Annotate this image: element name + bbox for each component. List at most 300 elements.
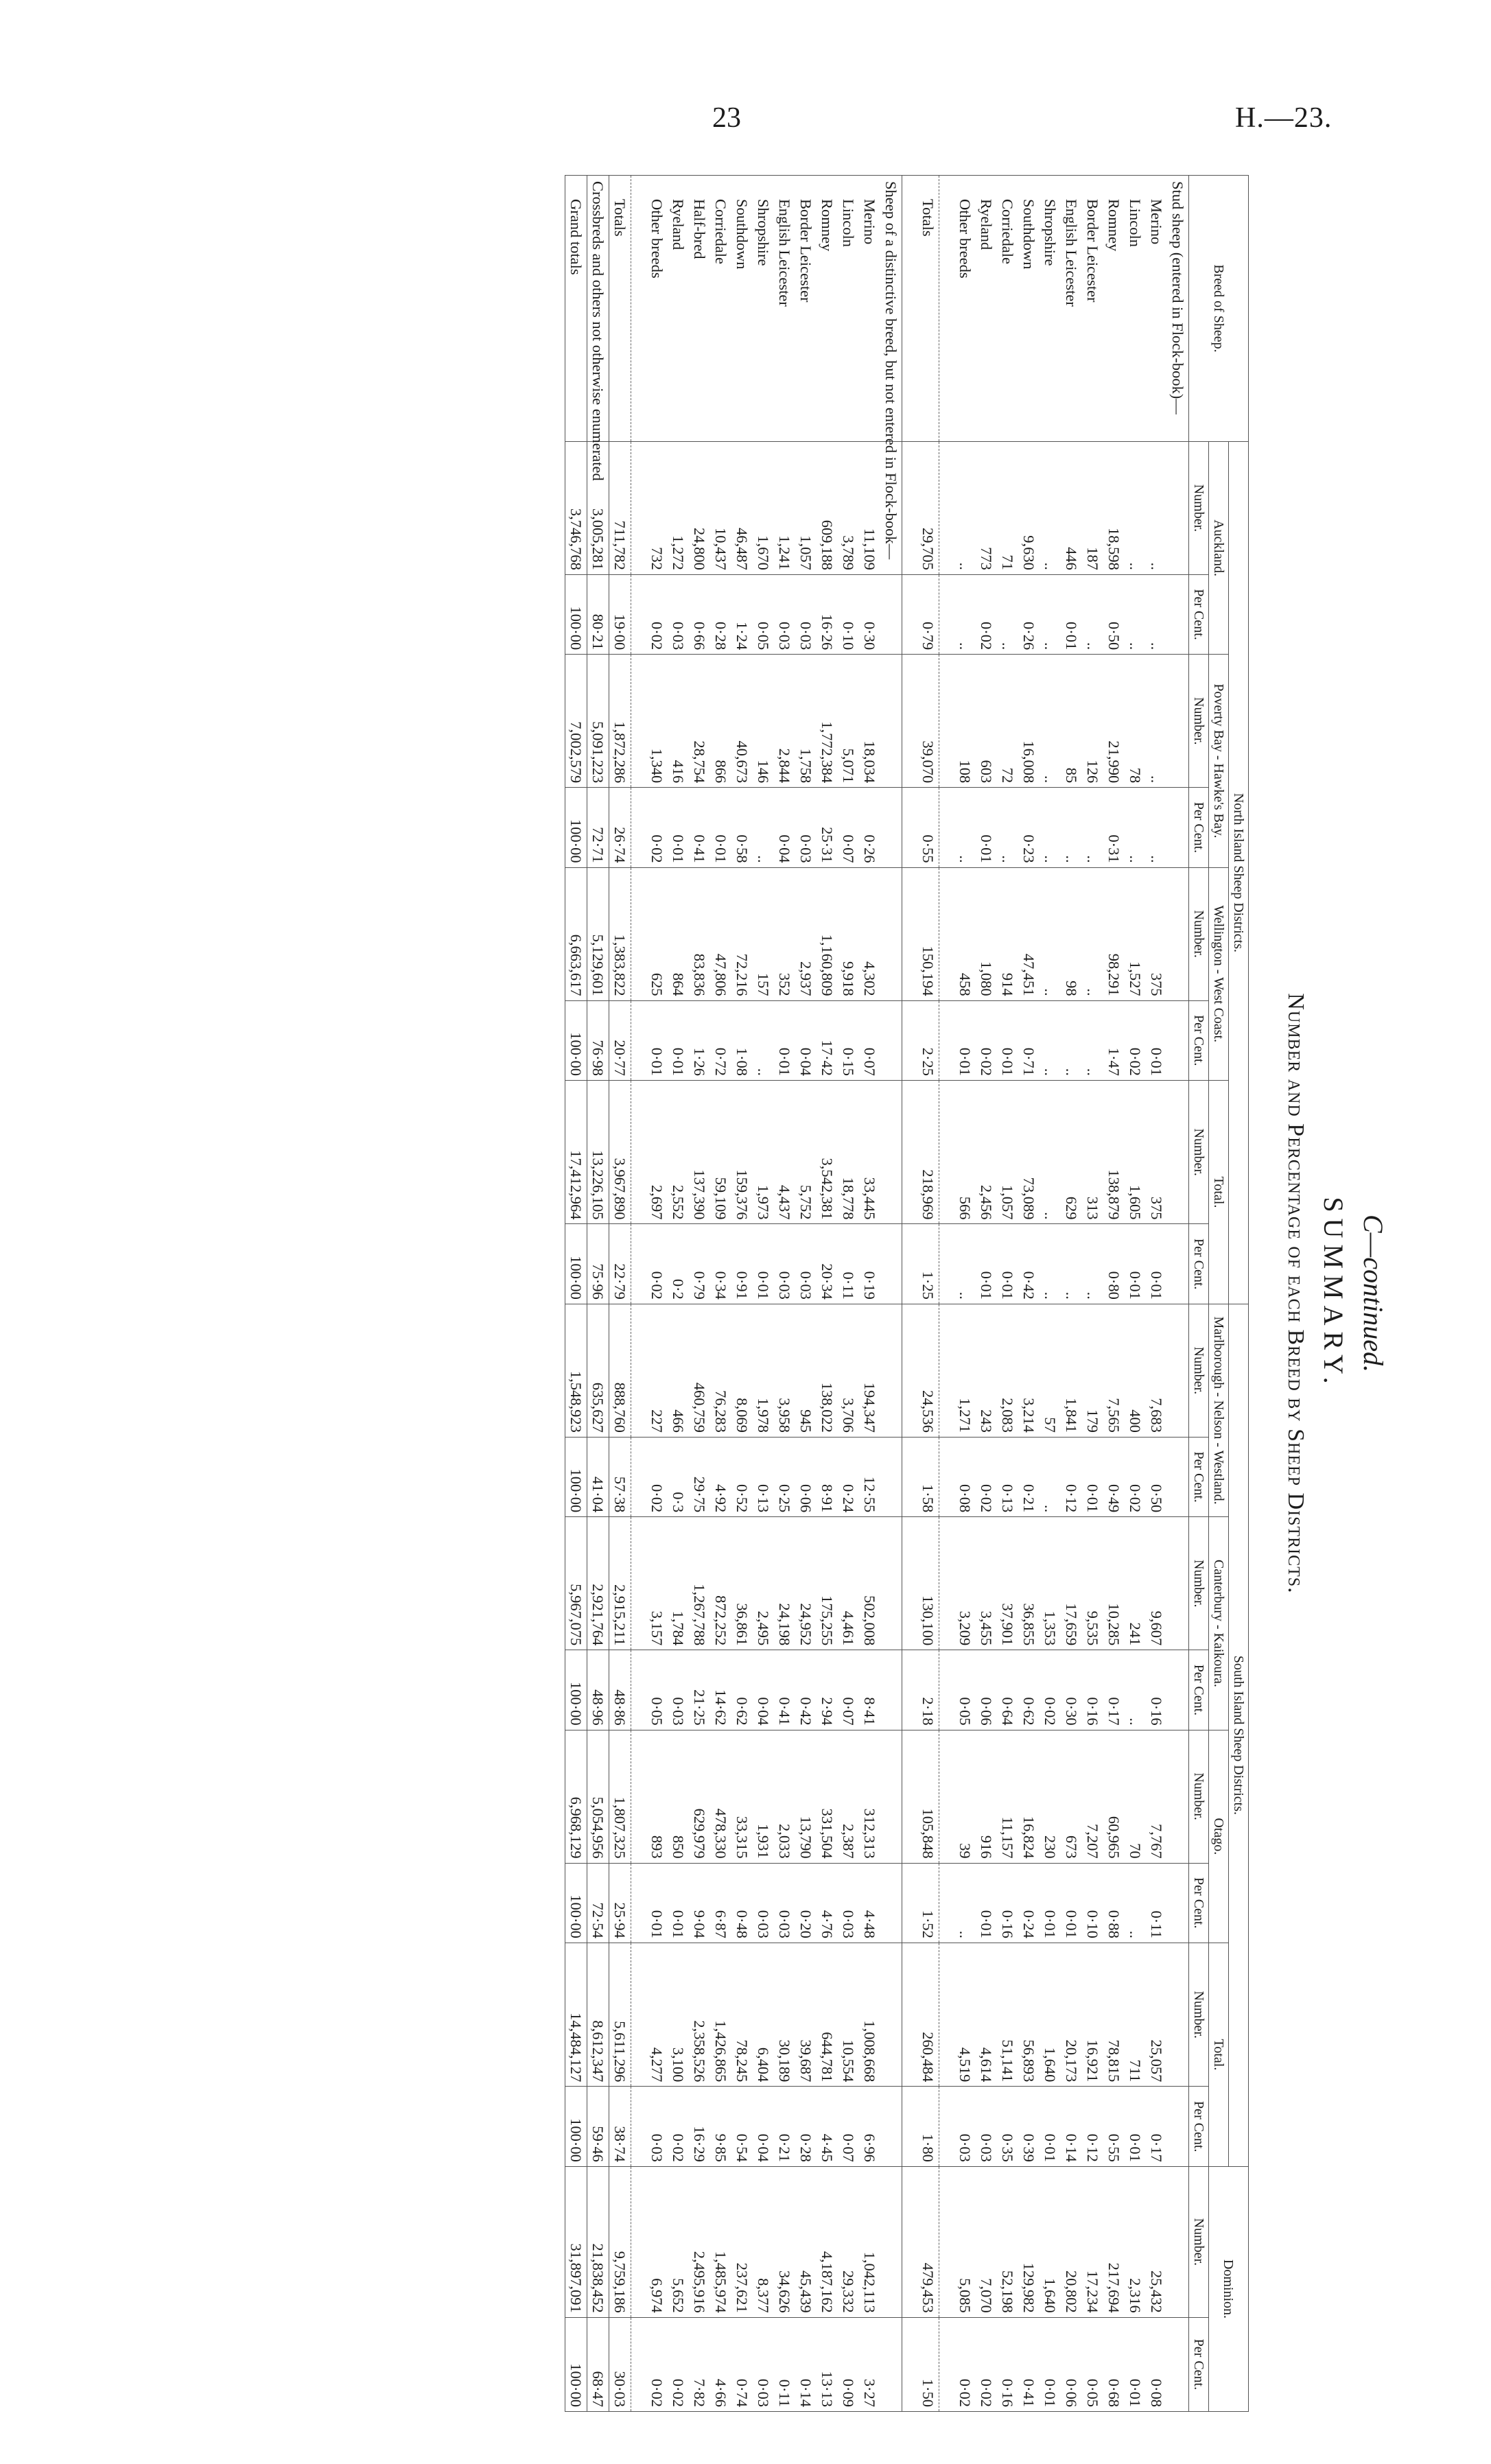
percent-cell: ..: [1061, 1000, 1082, 1080]
empty-cell: [880, 655, 902, 788]
percent-cell: ..: [1125, 1650, 1146, 1730]
percent-cell: 0·24: [1018, 1863, 1040, 1943]
percent-cell: 0·23: [1018, 788, 1040, 867]
number-cell: 1,267,788: [689, 1517, 710, 1650]
percent-cell: 16·29: [689, 2087, 710, 2167]
percent-cell: 0·02: [1040, 1650, 1061, 1730]
number-cell: 446: [1061, 441, 1082, 574]
percent-cell: 0·01: [1061, 1863, 1082, 1943]
percent-cell: 0·03: [668, 574, 689, 654]
number-cell: 10,285: [1103, 1517, 1125, 1650]
number-cell: 1,272: [668, 441, 689, 574]
empty-cell: [1167, 2087, 1189, 2167]
number-cell: 2,456: [976, 1080, 997, 1223]
auckland-header: Auckland.: [1209, 441, 1229, 654]
number-cell: 4,614: [976, 1943, 997, 2086]
empty-cell: [631, 2317, 647, 2411]
percent-cell: 0·41: [689, 788, 710, 867]
number-cell: 260,484: [917, 1943, 939, 2086]
percent-cell: 4·76: [817, 1863, 838, 1943]
percent-cell: 0·02: [646, 2317, 668, 2411]
number-cell: 4,187,162: [817, 2166, 838, 2317]
number-cell: 45,439: [795, 2166, 817, 2317]
number-cell: 7,565: [1103, 1304, 1125, 1437]
percent-cell: 4·66: [710, 2317, 731, 2411]
percent-cell: 2·25: [917, 1000, 939, 1080]
breed-label: Corriedale: [997, 176, 1018, 442]
number-cell: 2,495,916: [689, 2166, 710, 2317]
percent-cell: 17·42: [817, 1000, 838, 1080]
number-cell: 3,746,768: [565, 441, 587, 574]
empty-cell: [880, 1080, 902, 1223]
number-cell: 17,659: [1061, 1517, 1082, 1650]
percent-cell: 0·02: [976, 1000, 997, 1080]
empty-cell: [880, 1730, 902, 1863]
percent-cell: 0·02: [668, 2087, 689, 2167]
empty-cell: [902, 1730, 918, 1863]
number-cell: 416: [668, 655, 689, 788]
empty-cell: [631, 1730, 647, 1863]
empty-cell: [880, 1304, 902, 1437]
number-cell: 7,002,579: [565, 655, 587, 788]
percent-cell: 0·26: [1018, 574, 1040, 654]
percent-cell: 0·03: [976, 2087, 997, 2167]
percent-cell: 0·01: [997, 1000, 1018, 1080]
percent-cell: 0·54: [731, 2087, 753, 2167]
percent-cell: 0·05: [646, 1650, 668, 1730]
number-cell: 76,283: [710, 1304, 731, 1437]
percent-cell: 0·62: [731, 1650, 753, 1730]
number-cell: 1,640: [1040, 2166, 1061, 2317]
percent-cell: 41·04: [587, 1437, 609, 1516]
number-cell: 71: [997, 441, 1018, 574]
number-cell: 850: [668, 1730, 689, 1863]
breed-label: Crossbreds and others not otherwise enumerated: [587, 176, 609, 442]
percent-cell: 0·01: [976, 1224, 997, 1304]
distinctive-breed-row: [838, 176, 859, 2412]
empty-cell: [880, 2087, 902, 2167]
number-cell: 3,542,381: [817, 1080, 838, 1223]
number-cell: 5,967,075: [565, 1517, 587, 1650]
number-cell: 16,008: [1018, 655, 1040, 788]
number-cell: 230: [1040, 1730, 1061, 1863]
number-cell: 9,630: [1018, 441, 1040, 574]
percent-cell: 0·01: [774, 1000, 795, 1080]
distinctive-breed-row: [795, 176, 817, 2412]
spacer-row: [939, 176, 955, 2412]
percent-cell: 0·01: [668, 788, 689, 867]
empty-cell: [631, 574, 647, 654]
per-cent-subheader: Per Cent.: [1189, 2317, 1209, 2411]
percent-cell: 0·52: [731, 1437, 753, 1516]
percent-cell: 0·72: [710, 1000, 731, 1080]
per-cent-subheader: Per Cent.: [1189, 1224, 1209, 1304]
percent-cell: 100·00: [565, 1224, 587, 1304]
number-cell: 400: [1125, 1304, 1146, 1437]
number-cell: 175,255: [817, 1517, 838, 1650]
breed-label: Southdown: [731, 176, 753, 442]
percent-cell: 0·28: [795, 2087, 817, 2167]
percent-cell: 1·52: [917, 1863, 939, 1943]
percent-cell: 100·00: [565, 2087, 587, 2167]
percent-cell: 100·00: [565, 1000, 587, 1080]
percent-cell: ..: [1040, 788, 1061, 867]
percent-cell: 0·01: [1082, 1437, 1103, 1516]
wellington-header: Wellington - West Coast.: [1209, 867, 1229, 1080]
percent-cell: 25·94: [609, 1863, 631, 1943]
percent-cell: 0·02: [646, 788, 668, 867]
percent-cell: 0·01: [954, 1000, 976, 1080]
percent-cell: 0·79: [689, 1224, 710, 1304]
empty-cell: [880, 574, 902, 654]
number-cell: 24,952: [795, 1517, 817, 1650]
number-cell: 18,778: [838, 1080, 859, 1223]
number-cell: ..: [954, 441, 976, 574]
number-cell: 1,841: [1061, 1304, 1082, 1437]
percent-cell: 4·48: [859, 1863, 880, 1943]
number-cell: 711,782: [609, 441, 631, 574]
number-cell: 25,057: [1146, 1943, 1167, 2086]
percent-cell: 0·04: [774, 788, 795, 867]
empty-cell: [880, 2166, 902, 2317]
stud-breed-row: [1018, 176, 1040, 2412]
percent-cell: 0·19: [859, 1224, 880, 1304]
empty-cell: [880, 1000, 902, 1080]
percent-cell: ..: [1040, 1224, 1061, 1304]
spacer-row: [631, 176, 647, 2412]
south-island-header: South Island Sheep Districts.: [1229, 1304, 1249, 2166]
percent-cell: 0·16: [1082, 1650, 1103, 1730]
percent-cell: ..: [997, 788, 1018, 867]
breed-label: Shropshire: [753, 176, 774, 442]
percent-cell: 0·16: [1146, 1650, 1167, 1730]
number-cell: 1,353: [1040, 1517, 1061, 1650]
percent-cell: 75·96: [587, 1224, 609, 1304]
percent-cell: ..: [1082, 1000, 1103, 1080]
number-cell: 1,008,668: [859, 1943, 880, 2086]
empty-cell: [939, 2317, 955, 2411]
number-cell: 11,109: [859, 441, 880, 574]
number-cell: 237,621: [731, 2166, 753, 2317]
empty-cell: [1167, 867, 1189, 1000]
number-cell: 566: [954, 1080, 976, 1223]
number-cell: 5,129,601: [587, 867, 609, 1000]
empty-cell: [902, 441, 918, 574]
percent-cell: 100·00: [565, 788, 587, 867]
number-cell: 2,844: [774, 655, 795, 788]
percent-cell: ..: [1061, 788, 1082, 867]
empty-cell: [631, 2166, 647, 2317]
number-cell: 78: [1125, 655, 1146, 788]
empty-cell: [902, 574, 918, 654]
breed-label: Southdown: [1018, 176, 1040, 442]
stud-breed-row: [997, 176, 1018, 2412]
percent-cell: ..: [954, 1224, 976, 1304]
percent-cell: 0·08: [954, 1437, 976, 1516]
empty-cell: [1167, 1224, 1189, 1304]
number-cell: 72,216: [731, 867, 753, 1000]
number-cell: 2,033: [774, 1730, 795, 1863]
number-cell: 1,973: [753, 1080, 774, 1223]
breed-label: Ryeland: [976, 176, 997, 442]
percent-cell: ..: [1040, 1437, 1061, 1516]
spacer-row: [902, 176, 918, 2412]
distinctive-breed-row: [774, 176, 795, 2412]
percent-cell: 0·02: [976, 1437, 997, 1516]
breed-label: Romney: [817, 176, 838, 442]
empty-cell: [880, 788, 902, 867]
number-cell: 137,390: [689, 1080, 710, 1223]
percent-cell: 0·31: [1103, 788, 1125, 867]
percent-cell: 0·05: [954, 1650, 976, 1730]
percent-cell: 0·02: [1125, 1437, 1146, 1516]
percent-cell: 0·02: [646, 1224, 668, 1304]
percent-cell: 1·50: [917, 2317, 939, 2411]
percent-cell: 0·07: [859, 1000, 880, 1080]
percent-cell: 0·68: [1103, 2317, 1125, 2411]
number-cell: 5,085: [954, 2166, 976, 2317]
number-cell: 1,670: [753, 441, 774, 574]
percent-cell: 0·10: [1082, 1863, 1103, 1943]
percent-cell: 0·01: [976, 1863, 997, 1943]
percent-cell: 0·07: [838, 1650, 859, 1730]
percent-cell: 0·41: [1018, 2317, 1040, 2411]
number-cell: 7,683: [1146, 1304, 1167, 1437]
empty-cell: [1167, 1437, 1189, 1516]
per-cent-subheader: Per Cent.: [1189, 2087, 1209, 2167]
percent-cell: 0·13: [997, 1437, 1018, 1516]
percent-cell: 9·04: [689, 1863, 710, 1943]
number-cell: 888,760: [609, 1304, 631, 1437]
number-cell: 70: [1125, 1730, 1146, 1863]
number-cell: 1,640: [1040, 1943, 1061, 2086]
empty-cell: [631, 2087, 647, 2167]
number-cell: 773: [976, 441, 997, 574]
percent-cell: 0·58: [731, 788, 753, 867]
percent-cell: 13·13: [817, 2317, 838, 2411]
percent-cell: 0·03: [774, 574, 795, 654]
percent-cell: 0·04: [753, 2087, 774, 2167]
number-cell: 52,198: [997, 2166, 1018, 2317]
empty-cell: [1167, 1000, 1189, 1080]
per-cent-subheader: Per Cent.: [1189, 574, 1209, 654]
number-cell: 138,022: [817, 1304, 838, 1437]
percent-cell: 0·06: [795, 1437, 817, 1516]
document-reference: H.—23.: [1235, 102, 1332, 134]
percent-cell: 0·09: [838, 2317, 859, 2411]
distinctive-breed-row: [710, 176, 731, 2412]
percent-cell: 0·12: [1061, 1437, 1082, 1516]
percent-cell: 0·06: [1061, 2317, 1082, 2411]
percent-cell: 0·01: [1125, 1224, 1146, 1304]
number-cell: 1,872,286: [609, 655, 631, 788]
empty-cell: [631, 1437, 647, 1516]
empty-cell: [902, 867, 918, 1000]
empty-cell: [1167, 1080, 1189, 1223]
percent-cell: 20·34: [817, 1224, 838, 1304]
number-cell: 3,209: [954, 1517, 976, 1650]
number-cell: 85: [1061, 655, 1082, 788]
number-cell: 1,340: [646, 655, 668, 788]
percent-cell: 8·41: [859, 1650, 880, 1730]
empty-cell: [902, 1080, 918, 1223]
stud-breed-row: [976, 176, 997, 2412]
number-cell: 9,918: [838, 867, 859, 1000]
number-cell: 194,347: [859, 1304, 880, 1437]
number-cell: 945: [795, 1304, 817, 1437]
percent-cell: 76·98: [587, 1000, 609, 1080]
number-subheader: Number.: [1189, 1943, 1209, 2086]
number-cell: 14,484,127: [565, 1943, 587, 2086]
number-cell: 866: [710, 655, 731, 788]
percent-cell: ..: [997, 574, 1018, 654]
number-cell: 18,034: [859, 655, 880, 788]
number-cell: 1,605: [1125, 1080, 1146, 1223]
distinctive-breed-group: [880, 176, 902, 2412]
empty-cell: [902, 1943, 918, 2086]
percent-cell: 20·77: [609, 1000, 631, 1080]
breed-header: Breed of Sheep.: [1189, 176, 1249, 442]
continued-heading: C—continued.: [1358, 1215, 1389, 1372]
number-cell: 40,673: [731, 655, 753, 788]
breed-label: Border Leicester: [1082, 176, 1103, 442]
percent-cell: 0·01: [646, 1000, 668, 1080]
percent-cell: 0·88: [1103, 1863, 1125, 1943]
distinctive-breed-row: [731, 176, 753, 2412]
grand-totals-row: [565, 176, 587, 2412]
number-cell: 1,978: [753, 1304, 774, 1437]
percent-cell: 0·05: [1082, 2317, 1103, 2411]
empty-cell: [939, 655, 955, 788]
percent-cell: 0·01: [1146, 1000, 1167, 1080]
empty-cell: [1167, 1517, 1189, 1650]
percent-cell: 0·01: [710, 788, 731, 867]
number-cell: 1,271: [954, 1304, 976, 1437]
empty-cell: [902, 1000, 918, 1080]
percent-cell: 25·31: [817, 788, 838, 867]
north-island-header: North Island Sheep Districts.: [1229, 441, 1249, 1304]
distinctive-breed-row: [817, 176, 838, 2412]
stud-totals-row: [917, 176, 939, 2412]
percent-cell: 0·03: [668, 1650, 689, 1730]
percent-cell: 0·49: [1103, 1437, 1125, 1516]
breed-label: Corriedale: [710, 176, 731, 442]
percent-cell: 0·15: [838, 1000, 859, 1080]
percent-cell: 48·96: [587, 1650, 609, 1730]
percent-cell: 72·54: [587, 1863, 609, 1943]
number-cell: 83,836: [689, 867, 710, 1000]
percent-cell: ..: [753, 1000, 774, 1080]
number-cell: 108: [954, 655, 976, 788]
empty-cell: [902, 1650, 918, 1730]
number-cell: 1,160,809: [817, 867, 838, 1000]
dominion-header: Dominion.: [1209, 2166, 1249, 2411]
number-cell: 36,855: [1018, 1517, 1040, 1650]
number-cell: 603: [976, 655, 997, 788]
number-cell: 9,607: [1146, 1517, 1167, 1650]
number-cell: 3,005,281: [587, 441, 609, 574]
empty-cell: [631, 441, 647, 574]
breed-label: Other breeds: [646, 176, 668, 442]
percent-cell: 0·03: [753, 2317, 774, 2411]
number-cell: 227: [646, 1304, 668, 1437]
per-cent-subheader: Per Cent.: [1189, 788, 1209, 867]
breed-label: Half-bred: [689, 176, 710, 442]
percent-cell: 22·79: [609, 1224, 631, 1304]
percent-cell: 19·00: [609, 574, 631, 654]
percent-cell: 0·01: [1040, 2317, 1061, 2411]
percent-cell: 59·46: [587, 2087, 609, 2167]
percent-cell: 0·08: [1146, 2317, 1167, 2411]
empty-cell: [631, 1000, 647, 1080]
number-cell: 78,815: [1103, 1943, 1125, 2086]
number-cell: 20,802: [1061, 2166, 1082, 2317]
percent-cell: 0·02: [668, 2317, 689, 2411]
number-subheader: Number.: [1189, 441, 1209, 574]
percent-cell: 0·55: [917, 788, 939, 867]
table-body: [565, 176, 1189, 2412]
number-cell: 18,598: [1103, 441, 1125, 574]
empty-cell: [902, 1863, 918, 1943]
percent-cell: 0·42: [795, 1650, 817, 1730]
number-cell: 129,982: [1018, 2166, 1040, 2317]
marlborough-header: Marlborough - Nelson - Westland.: [1209, 1304, 1229, 1516]
number-cell: 51,141: [997, 1943, 1018, 2086]
percent-cell: 1·24: [731, 574, 753, 654]
number-cell: 9,759,186: [609, 2166, 631, 2317]
number-cell: 2,316: [1125, 2166, 1146, 2317]
number-cell: ..: [1146, 655, 1167, 788]
empty-cell: [902, 2166, 918, 2317]
percent-cell: ..: [1125, 574, 1146, 654]
number-cell: 1,057: [795, 441, 817, 574]
percent-cell: 0·01: [668, 1863, 689, 1943]
empty-cell: [902, 1437, 918, 1516]
distinctive-breed-row: [668, 176, 689, 2412]
otago-header: Otago.: [1209, 1730, 1229, 1943]
number-cell: 73,089: [1018, 1080, 1040, 1223]
number-cell: 625: [646, 867, 668, 1000]
number-cell: 2,083: [997, 1304, 1018, 1437]
number-cell: 241: [1125, 1517, 1146, 1650]
percent-cell: 9·85: [710, 2087, 731, 2167]
breed-label: Totals: [917, 176, 939, 442]
percent-cell: 6·96: [859, 2087, 880, 2167]
empty-cell: [939, 867, 955, 1000]
empty-cell: [631, 1943, 647, 2086]
number-cell: ..: [1040, 1080, 1061, 1223]
empty-cell: [1167, 1304, 1189, 1437]
number-cell: 105,848: [917, 1730, 939, 1863]
breed-label: Border Leicester: [795, 176, 817, 442]
percent-cell: 0·80: [1103, 1224, 1125, 1304]
empty-cell: [880, 867, 902, 1000]
percent-cell: 0·16: [997, 1863, 1018, 1943]
empty-cell: [1167, 1730, 1189, 1863]
empty-cell: [939, 2087, 955, 2167]
number-cell: 8,069: [731, 1304, 753, 1437]
number-cell: 352: [774, 867, 795, 1000]
empty-cell: [902, 176, 918, 442]
percent-cell: 0·02: [976, 574, 997, 654]
number-cell: 502,008: [859, 1517, 880, 1650]
number-cell: 34,626: [774, 2166, 795, 2317]
percent-cell: 4·45: [817, 2087, 838, 2167]
number-cell: 3,958: [774, 1304, 795, 1437]
number-cell: 6,663,617: [565, 867, 587, 1000]
percent-cell: 0·21: [774, 2087, 795, 2167]
number-cell: ..: [1040, 655, 1061, 788]
